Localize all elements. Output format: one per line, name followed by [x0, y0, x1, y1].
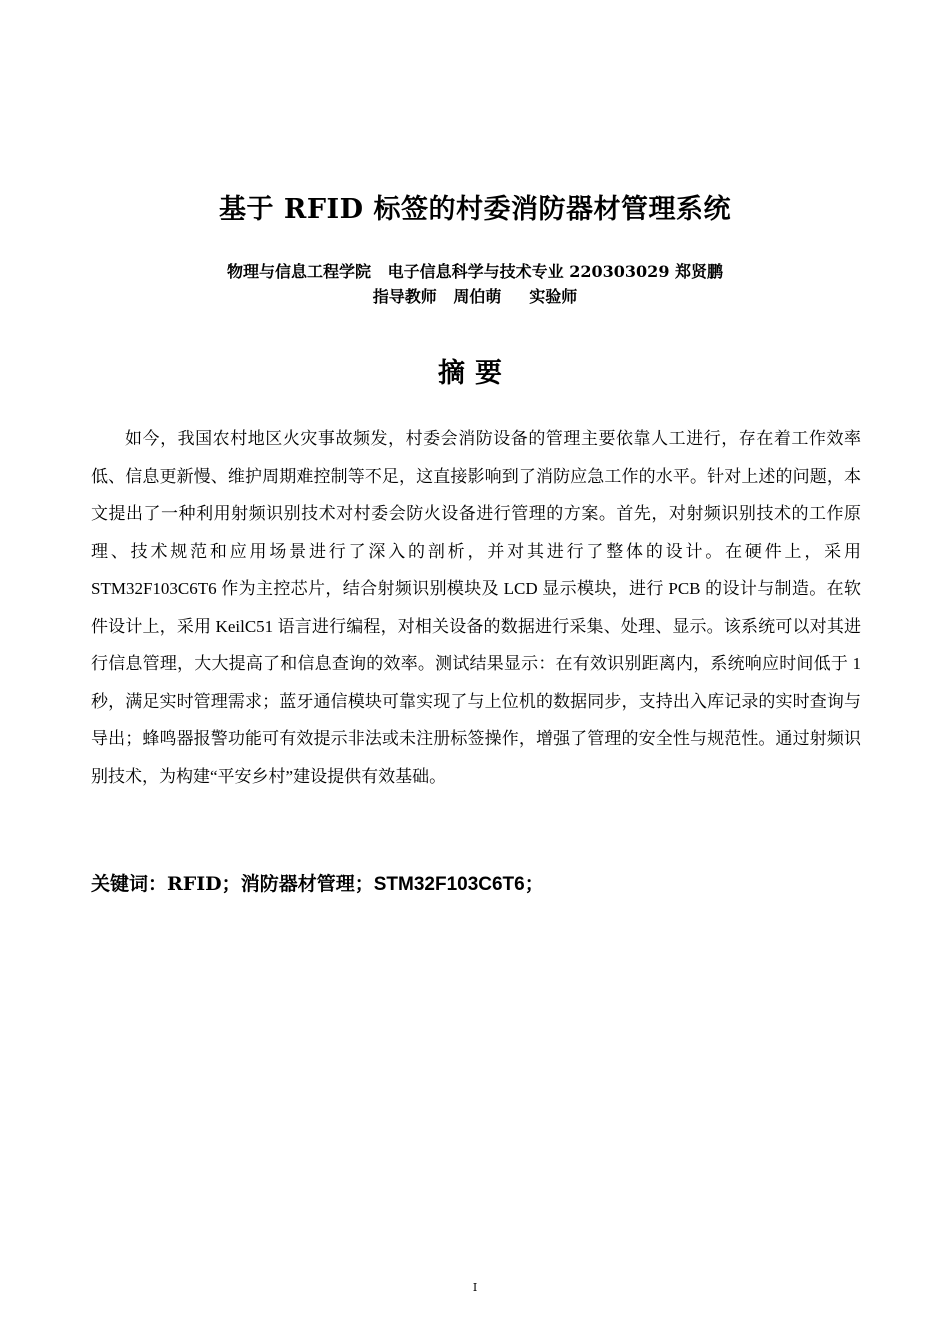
keyword-rfid: RFID: [167, 873, 222, 895]
keywords-line: [91, 866, 861, 903]
abstract-heading: 摘要: [438, 358, 512, 389]
abstract-body: 如今，我国农村地区火灾事故频发，村委会消防设备的管理主要依靠人工进行，存在着工作效率低、信息更新慢、维护周期难控制等不足，这直接影响到了消防应急工作的水平。针对上述的问题，本文提出了一种利用射频识别技术对村委会防火设备进行管理的方案。首先，对射频识别技术的工作原理、技术规范和应用场景进行了深入的剖析，并对其进行了整体的设计。在硬件上，采用 STM32F103C6T6 作为主控芯片，结合射频识别模块及 LCD 显示模块，进行 PCB 的设计与制造。在软件设计上，采用 KeilC51 语言进行编程，对相关设备的数据进行采集、处理、显示。该系统可以对其进行信息管理，大大提高了和信息查询的效率。测试结果显示：在有效识别距离内，系统响应时间低于 1 秒，满足实时管理需求；蓝牙通信模块可靠实现了与上位机的数据同步，支持出入库记录的实时查询与导出；蜂鸣器报警功能可有效提示非法或未注册标签操作，增强了管理的安全性与规范性。通过射频识别技术，为构建“平安乡村”建设提供有效基础。: [91, 429, 861, 786]
keywords-label: 关键词：: [91, 873, 168, 895]
keyword-stm32: STM32F103C6T6: [373, 874, 525, 895]
keyword-separator: ；: [354, 873, 374, 895]
page-number: I: [472, 1281, 478, 1294]
paper-title: 基于 RFID 标签的村委消防器材管理系统: [219, 194, 731, 225]
supervisor-line: 指导教师 周伯萌 实验师: [372, 287, 578, 306]
keyword-fire-equipment: 消防器材管理: [240, 873, 355, 895]
author-affiliation-line: 物理与信息工程学院 电子信息科学与技术专业 220303029 郑贤鹏: [226, 262, 724, 281]
keyword-separator: ；: [221, 873, 241, 895]
keyword-separator: ；: [524, 873, 544, 895]
